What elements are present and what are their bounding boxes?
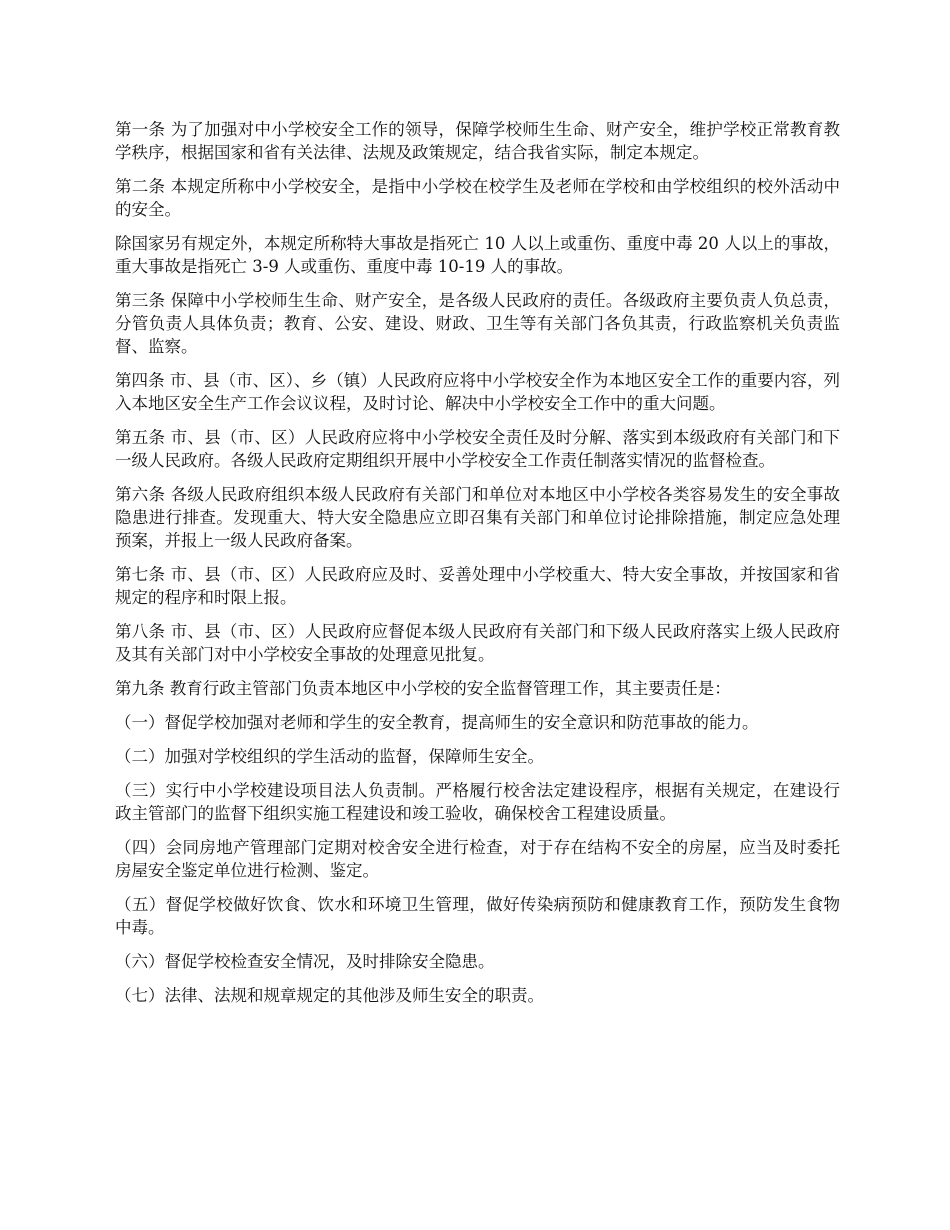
article-9-paragraph: 第九条 教育行政主管部门负责本地区中小学校的安全监督管理工作，其主要责任是：	[115, 679, 731, 698]
article-9-item-3: （三）实行中小学校建设项目法人负责制。严格履行校舍法定建设程序，根据有关规定，在建设行政主管部门的监督下组织实施工程建设和竣工验收，确保校舍工程建设质量。	[115, 781, 840, 823]
article-9-item-5: （五）督促学校做好饮食、饮水和环境卫生管理，做好传染病预防和健康教育工作，预防发生食物中毒。	[115, 895, 840, 937]
accident-definition-paragraph: 除国家另有规定外，本规定所称特大事故是指死亡 10 人以上或重伤、重度中毒 20 人以上的事故，重大事故是指死亡 3-9 人或重伤、重度中毒 10-19 人的事故。	[115, 234, 840, 276]
article-1-paragraph: 第一条 为了加强对中小学校安全工作的领导，保障学校师生生命、财产安全，维护学校正常教育教学秩序，根据国家和省有关法律、法规及政策规定，结合我省实际，制定本规定。	[115, 120, 840, 162]
article-7-paragraph: 第七条 市、县（市、区）人民政府应及时、妥善处理中小学校重大、特大安全事故，并按国家和省规定的程序和时限上报。	[115, 565, 840, 607]
article-4-paragraph: 第四条 市、县（市、区）、乡（镇）人民政府应将中小学校安全作为本地区安全工作的重要内容，列入本地区安全生产工作会议议程，及时讨论、解决中小学校安全工作中的重大问题。	[115, 371, 840, 413]
document-body	[115, 118, 840, 1018]
article-5-paragraph: 第五条 市、县（市、区）人民政府应将中小学校安全责任及时分解、落实到本级政府有关部门和下一级人民政府。各级人民政府定期组织开展中小学校安全工作责任制落实情况的监督检查。	[115, 428, 840, 470]
article-3-paragraph: 第三条 保障中小学校师生生命、财产安全，是各级人民政府的责任。各级政府主要负责人负总责，分管负责人具体负责；教育、公安、建设、财政、卫生等有关部门各负其责，行政监察机关负责监督、监察。	[115, 291, 840, 356]
article-2-paragraph: 第二条 本规定所称中小学校安全，是指中小学校在校学生及老师在学校和由学校组织的校外活动中的安全。	[115, 177, 840, 219]
article-9-item-7: （七）法律、法规和规章规定的其他涉及师生安全的职责。	[115, 986, 544, 1005]
article-9-item-1: （一）督促学校加强对老师和学生的安全教育，提高师生的安全意识和防范事故的能力。	[115, 713, 759, 732]
article-6-paragraph: 第六条 各级人民政府组织本级人民政府有关部门和单位对本地区中小学校各类容易发生的安全事故隐患进行排查。发现重大、特大安全隐患应立即召集有关部门和单位讨论排除措施，制定应急处理预案，并报上一级人民政府备案。	[115, 485, 840, 550]
article-8-paragraph: 第八条 市、县（市、区）人民政府应督促本级人民政府有关部门和下级人民政府落实上级人民政府及其有关部门对中小学校安全事故的处理意见批复。	[115, 622, 840, 664]
article-9-item-6: （六）督促学校检查安全情况，及时排除安全隐患。	[115, 952, 495, 971]
article-9-item-4: （四）会同房地产管理部门定期对校舍安全进行检查，对于存在结构不安全的房屋，应当及时委托房屋安全鉴定单位进行检测、鉴定。	[115, 838, 840, 880]
article-9-item-2: （二）加强对学校组织的学生活动的监督，保障师生安全。	[115, 747, 544, 766]
